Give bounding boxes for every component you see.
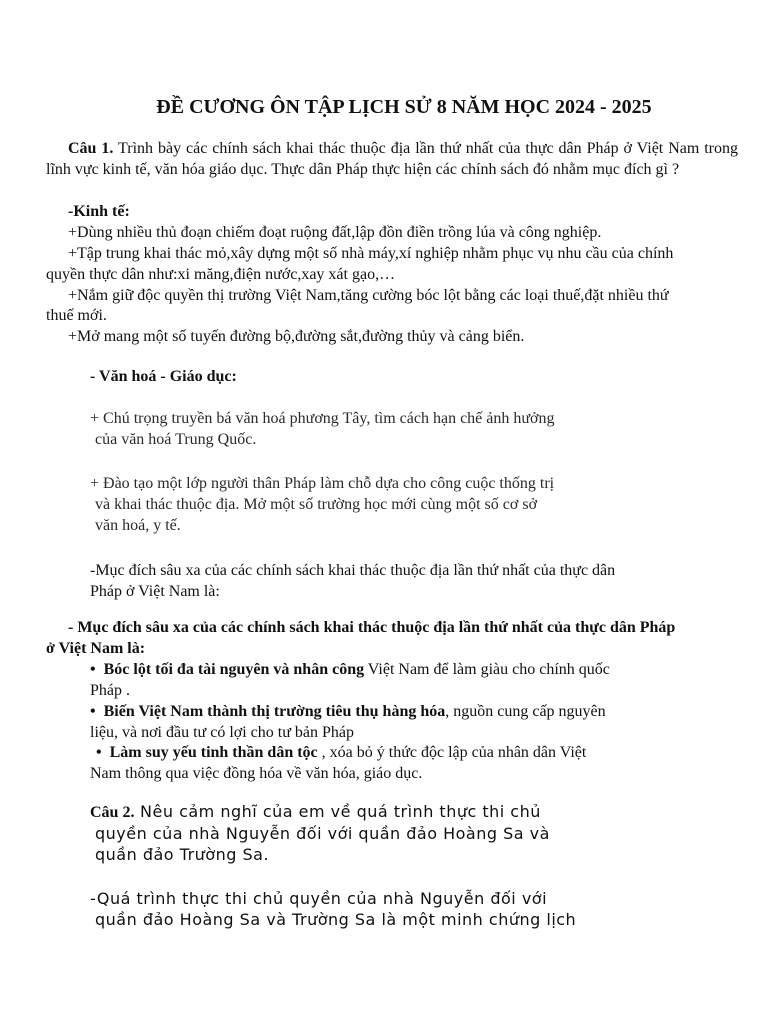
question-1-label: Câu 1. — [68, 140, 114, 157]
question-2-line-2: quyền của nhà Nguyễn đối với quần đảo Hoàng Sa và — [95, 824, 550, 843]
purpose-bullet-3-bold: Làm suy yếu tinh thần dân tộc — [109, 744, 318, 761]
question-2-line-3: quần đảo Trường Sa. — [95, 845, 270, 864]
answer-2 — [90, 888, 606, 930]
purpose-bullet-1-bold: Bóc lột tối đa tài nguyên và nhân công — [103, 661, 365, 678]
culture-para-3-line-1: -Mục đích sâu xa của các chính sách khai thác thuộc địa lần thứ nhất của thực dân — [90, 562, 616, 579]
purpose-bullet-3-line-2: Nam thông qua việc đồng hóa về văn hóa, giáo dục. — [90, 765, 423, 782]
question-2-line-1 — [90, 801, 606, 823]
economy-item-3-line-2: thuế mới. — [46, 307, 107, 324]
purpose-bullet-2-line-2: liệu, và nơi đầu tư có lợi cho tư bản Pháp — [90, 724, 354, 741]
economy-item-2-line-2: quyền thực dân như:xi măng,điện nước,xay xát gạo,… — [46, 266, 396, 283]
culture-para-2-line-2: và khai thác thuộc địa. Mở một số trường học mới cùng một số cơ sở — [95, 496, 538, 513]
purpose-bullet-2 — [90, 702, 606, 722]
purpose-heading-line-2: ở Việt Nam là: — [46, 640, 146, 657]
economy-item-2-line-1: +Tập trung khai thác mỏ,xây dựng một số nhà máy,xí nghiệp nhằm phục vụ nhu cầu của chính — [68, 245, 674, 262]
bullet-icon: • — [90, 661, 96, 678]
purpose-bullet-1 — [90, 660, 610, 680]
culture-para-1-line-1: + Chú trọng truyền bá văn hoá phương Tây, tìm cách hạn chế ảnh hưởng — [90, 410, 555, 427]
purpose-bullet-3 — [96, 743, 586, 763]
question-2 — [90, 801, 606, 865]
economy-heading: -Kinh tế: — [68, 203, 130, 220]
question-1-text: Trình bày các chính sách khai thác thuộc địa lần thứ nhất của thực dân Pháp ở Việt Nam trong lĩnh vực kinh tế, văn hóa giáo dục. Thực dân Pháp thực hiện các chính sách đó nhằm mục đích gì ? — [46, 140, 739, 178]
purpose-bullet-3-text: , xóa bỏ ý thức độc lập của nhân dân Việt — [317, 744, 587, 761]
question-2-label: Câu 2. — [90, 804, 135, 821]
purpose-bullet-2-text: , nguồn cung cấp nguyên — [445, 703, 606, 720]
economy-item-3-line-1: +Nắm giữ độc quyền thị trường Việt Nam,tăng cường bóc lột bằng các loại thuế,đặt nhiều thứ — [68, 287, 669, 304]
question-2-text-1: Nêu cảm nghĩ của em về quá trình thực thi chủ — [134, 802, 541, 821]
culture-heading: - Văn hoá - Giáo dục: — [90, 368, 237, 385]
economy-item-4: +Mở mang một số tuyến đường bộ,đường sắt,đường thủy và cảng biển. — [68, 328, 525, 345]
purpose-heading-line-1: - Mục đích sâu xa của các chính sách khai thác thuộc địa lần thứ nhất của thực dân Pháp — [68, 619, 676, 636]
culture-para-3-line-2: Pháp ở Việt Nam là: — [90, 583, 220, 600]
question-1 — [46, 139, 738, 180]
culture-para-1-line-2: của văn hoá Trung Quốc. — [95, 431, 257, 448]
answer-2-line-2: quần đảo Hoàng Sa và Trường Sa là một minh chứng lịch — [95, 910, 577, 929]
bullet-icon: • — [90, 703, 96, 720]
bullet-icon: • — [96, 744, 102, 761]
answer-2-line-1: -Quá trình thực thi chủ quyền của nhà Nguyễn đối với — [90, 889, 548, 908]
document-title: ĐỀ CƯƠNG ÔN TẬP LỊCH SỬ 8 NĂM HỌC 2024 - 2025 — [156, 96, 652, 118]
economy-item-1: +Dùng nhiều thủ đoạn chiếm đoạt ruộng đất,lập đồn điền trồng lúa và công nghiệp. — [68, 224, 602, 241]
culture-para-2-line-3: văn hoá, y tế. — [95, 517, 181, 534]
culture-para-2-line-1: + Đào tạo một lớp người thân Pháp làm chỗ dựa cho công cuộc thống trị — [90, 475, 555, 492]
purpose-bullet-1-text: Việt Nam để làm giàu cho chính quốc — [364, 661, 610, 678]
purpose-bullet-2-bold: Biến Việt Nam thành thị trường tiêu thụ hàng hóa — [103, 703, 446, 720]
purpose-bullet-1-line-2: Pháp . — [90, 682, 130, 699]
